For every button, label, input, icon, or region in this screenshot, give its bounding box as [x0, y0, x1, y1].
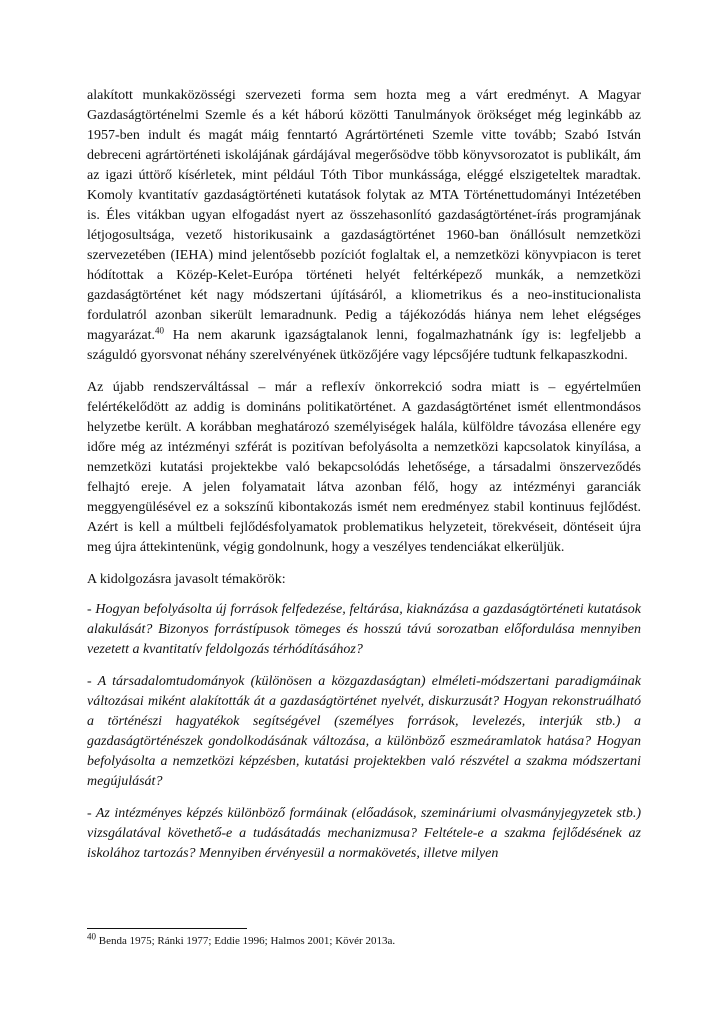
footnote-text: Benda 1975; Ránki 1977; Eddie 1996; Halmos 2001; Kövér 2013a. — [96, 935, 396, 947]
topic-item-2: - A társadalomtudományok (különösen a közgazdaságtan) elméleti-módszertani paradigmáinak változásai miként alakították át a gazdaságtörténet nyelvét, diskurzusát? Hogyan rekonstruálható a történészi hagyatékok segítségével (személyes források, levelezés, interjúk stb.) a gazdaságtörténészek gondolkodásának változása, a különböző eszmeáramlatok hatása? Hogyan befolyásolta a nemzetközi képzésben, kutatási projektekben való részvétel a szakma módszertani megújulását? — [87, 674, 641, 789]
paragraph-1 — [87, 86, 641, 366]
document-body — [87, 86, 641, 876]
paragraph-1-text-continued: Ha nem akarunk igazságtalanok lenni, fogalmazhatnánk így is: legfeljebb a száguldó gyorsvonat néhány szerelvényének ütközőjére vagy lépcsőjére tudtunk felkapaszkodni. — [87, 328, 641, 363]
footnote — [87, 931, 396, 948]
topic-item-3: - Az intézményes képzés különböző formáinak (előadások, szemináriumi olvasmányjegyzetek stb.) vizsgálatával követhető-e a tudásátadás mechanizmusa? Feltétele-e a szakma fejlődésének az iskolához tartozás? Mennyiben érvényesül a normakövetés, illetve milyen — [87, 806, 641, 861]
topics-heading: A kidolgozásra javasolt témakörök: — [87, 572, 286, 587]
paragraph-1-text: alakított munkaközösségi szervezeti forma sem hozta meg a várt eredményt. A Magyar Gazdaságtörténelmi Szemle és a két háború közötti Tanulmányok örökséget még leginkább az 1957-ben indult és magát máig fenntartó Agrártörténeti Szemle vitte tovább; Szabó István debreceni agrártörténeti iskolájának gárdájával megerősödve több könyvsorozatot is publikált, ám az igazi úttörő kísérletek, mint például Tóth Tibor munkássága, eléggé elszigeteltek maradtak. Komoly kvantitatív gazdaságtörténeti kutatások folytak az MTA Történettudományi Intézetében is. Éles vitákban ugyan elfogadást nyert az összehasonlító gazdaságtörténet-írás programjának létjogosultsága, vezető historikusaink a gazdaságtörténet 1960-ban önállósult nemzetközi szervezetében (IEHA) mind jelentősebb pozíciót foglaltak el, a nemzetközi könyvpiacon is teret hódítottak a Közép-Kelet-Európa történeti helyét feltérképező munkák, a nemzetközi gazdaságtörténet két nagy módszertani újításáról, a kliometrikus és a neo-institucionalista fordulatról azonban sikerült lemaradnunk. Pedig a tájékozódás hiánya nem lehet elégséges magyarázat. — [87, 88, 641, 343]
footnote-separator — [87, 928, 247, 929]
paragraph-2: Az újabb rendszerváltással – már a reflexív önkorrekció sodra miatt is – egyértelműen felértékelődött az addig is domináns politikatörténet. A gazdaságtörténet ismét ellentmondásos helyzetbe került. A korábban meghatározó személyiségek halála, külföldre távozása ellenére egy időre még az intézményi szférát is pozitívan befolyásolta a nemzetközi kapcsolatok kinyílása, a nemzetközi kutatási projektekbe való bekapcsolódás lehetősége, a társadalmi önszerveződés felhajtó ereje. A jelen folyamatait látva azonban félő, hogy az intézményi garanciák meggyengülésével ez a sokszínű kibontakozás ismét nem eredményez stabil kontinuus fejlődést. Azért is kell a múltbeli fejlődésfolyamatok problematikus helyzeteit, törekvéseit, döntéseit újra meg újra áttekintenünk, végig gondolnunk, hogy a veszélyes tendenciákat elkerüljük. — [87, 380, 641, 555]
topic-item-1: - Hogyan befolyásolta új források felfedezése, feltárása, kiaknázása a gazdaságtörténeti kutatások alakulását? Bizonyos forrástípusok tömeges és hosszú távú sorozatban előfordulása mennyiben vezetett a kvantitatív feldolgozás térhódításához? — [87, 602, 641, 657]
footnote-reference[interactable]: 40 — [155, 325, 165, 336]
footnote-number: 40 — [87, 931, 96, 942]
